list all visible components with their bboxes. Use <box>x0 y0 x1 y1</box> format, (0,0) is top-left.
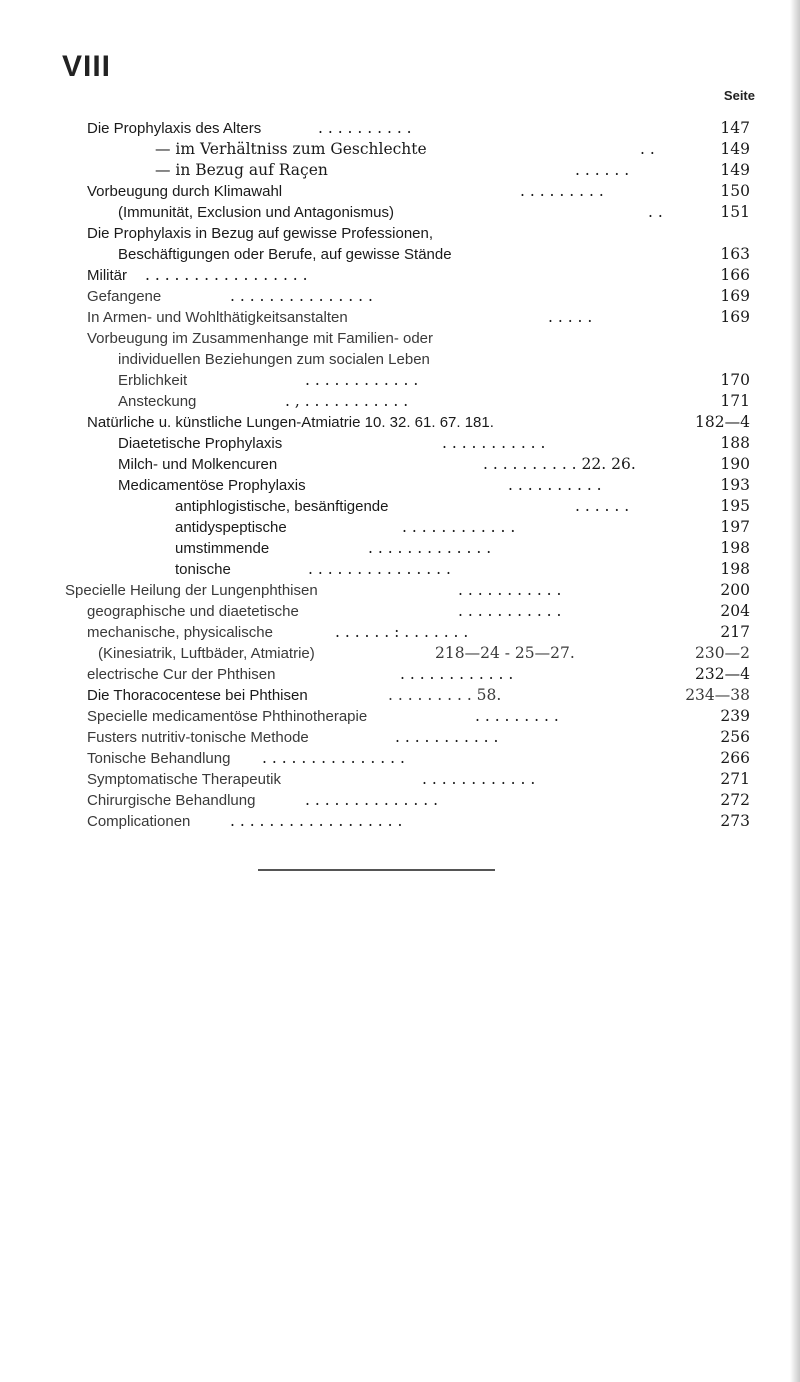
toc-entry-leader: . . <box>648 203 663 221</box>
toc-entry-page: 272 <box>720 791 750 809</box>
toc-entry-page: 190 <box>720 455 750 473</box>
toc-entry <box>0 391 800 412</box>
toc-entry-title: geographische und diaetetische <box>87 603 299 620</box>
toc-entry <box>0 706 800 727</box>
toc-entry-title: Chirurgische Behandlung <box>87 792 256 809</box>
toc-entry-page: 195 <box>720 497 750 515</box>
toc-entry-leader: . . . . . . . . . . . <box>458 602 562 620</box>
toc-entry-page: 149 <box>720 140 750 158</box>
toc-entry-leader: . . . . . . . . . . . <box>442 434 546 452</box>
toc-entry-leader: . , . . . . . . . . . . . <box>285 392 409 410</box>
toc-entry-title: antiphlogistische, besänftigende <box>175 498 389 515</box>
toc-entry-title: Tonische Behandlung <box>87 750 231 767</box>
toc-entry <box>0 349 800 370</box>
toc-entry-title: Vorbeugung im Zusammenhange mit Familien- oder <box>87 330 434 347</box>
toc-entry-leader: . . . . . . . . . . . . <box>400 665 514 683</box>
toc-entry <box>0 286 800 307</box>
toc-entry-title: mechanische, physicalische <box>87 624 273 641</box>
toc-entry-title: Ansteckung <box>118 393 197 410</box>
toc-entry-page: 198 <box>720 539 750 557</box>
toc-entry-title: Die Prophylaxis in Bezug auf gewisse Professionen, <box>87 225 434 242</box>
toc-entry-leader: . . . . . . . . . . . . . . . . . . <box>230 812 403 830</box>
toc-entry <box>0 790 800 811</box>
toc-entry <box>0 139 800 160</box>
toc-entry <box>0 727 800 748</box>
page-number: VIII <box>62 50 112 83</box>
toc-entry-title: (Kinesiatrik, Luftbäder, Atmiatrie) <box>98 645 315 662</box>
toc-entry <box>0 517 800 538</box>
toc-entry <box>0 454 800 475</box>
toc-entry-title: Diaetetische Prophylaxis <box>118 435 283 452</box>
page-column-header: Seite <box>723 88 755 103</box>
toc-entry-title: Militär <box>87 267 127 284</box>
toc-entry-page: 193 <box>720 476 750 494</box>
toc-entry-page: 273 <box>720 812 750 830</box>
toc-entry-title: Specielle medicamentöse Phthinotherapie <box>87 708 368 725</box>
closing-rule <box>258 869 495 871</box>
toc-entry <box>0 643 800 664</box>
toc-entry <box>0 622 800 643</box>
toc-entry <box>0 307 800 328</box>
toc-entry <box>0 685 800 706</box>
toc-entry-page: 230—2 <box>695 644 750 662</box>
toc-entry-title: individuellen Beziehungen zum socialen Leben <box>118 351 430 368</box>
toc-entry <box>0 181 800 202</box>
page-edge-shadow <box>790 0 800 1382</box>
toc-entry-page: 182—4 <box>695 413 750 431</box>
toc-entry-title: electrische Cur der Phthisen <box>87 666 276 683</box>
toc-entry-leader: . . . . . . . . . <box>520 182 604 200</box>
toc-entry <box>0 748 800 769</box>
toc-entry <box>0 601 800 622</box>
toc-entry-leader: . . . . . . . . . 58. <box>388 686 502 704</box>
toc-entry-title: Fusters nutritiv-tonische Methode <box>87 729 309 746</box>
toc-entry-page: 266 <box>720 749 750 767</box>
toc-entry <box>0 664 800 685</box>
toc-entry-leader: . . . . . . . . . <box>475 707 559 725</box>
toc-entry-page: 200 <box>720 581 750 599</box>
toc-entry-leader: . . . . . . . . . . . . <box>305 371 419 389</box>
toc-entry-title: Die Prophylaxis des Alters <box>87 120 262 137</box>
toc-entry-leader: . . . . . . . . . . . <box>395 728 499 746</box>
toc-entry-page: 188 <box>720 434 750 452</box>
toc-entry <box>0 265 800 286</box>
toc-entry-page: 239 <box>720 707 750 725</box>
toc-entry-page: 232—4 <box>695 665 750 683</box>
toc-entry <box>0 118 800 139</box>
toc-entry <box>0 496 800 517</box>
toc-entry-title: Vorbeugung durch Klimawahl <box>87 183 283 200</box>
toc-entry-title: Beschäftigungen oder Berufe, auf gewisse Stände <box>118 246 452 263</box>
toc-entry-leader: . . . . . . . . . . . . . . . <box>262 749 405 767</box>
toc-entry-title: Die Thoracocentese bei Phthisen <box>87 687 308 704</box>
toc-entry <box>0 223 800 244</box>
toc-entry-page: 234—38 <box>685 686 750 704</box>
toc-entry-leader: . . . . . . . . . . . . . . . . . <box>145 266 308 284</box>
toc-entry-page: 151 <box>720 203 750 221</box>
toc-entry-title: Medicamentöse Prophylaxis <box>118 477 306 494</box>
toc-entry-page: 166 <box>720 266 750 284</box>
toc-entry-leader: . . . . . . <box>575 161 630 179</box>
toc-entry-title: In Armen- und Wohlthätigkeitsanstalten <box>87 309 348 326</box>
toc-entry <box>0 580 800 601</box>
toc-entry-page: 163 <box>720 245 750 263</box>
toc-entry-title: — im Verhältniss zum Geschlechte <box>155 140 427 158</box>
toc-entry-title: Milch- und Molkencuren <box>118 456 278 473</box>
toc-entry-page: 217 <box>720 623 750 641</box>
toc-entry-page: 171 <box>720 392 750 410</box>
toc-entry-page: 271 <box>720 770 750 788</box>
toc-entry <box>0 475 800 496</box>
toc-entry-page: 150 <box>720 182 750 200</box>
toc-entry-title: tonische <box>175 561 231 578</box>
toc-entry-page: 149 <box>720 161 750 179</box>
toc-entry-leader: . . . . . . . . . . . . . . . <box>308 560 451 578</box>
toc-entry <box>0 811 800 832</box>
toc-entry <box>0 160 800 181</box>
toc-entry-leader: . . . . . . . . . . . . <box>402 518 516 536</box>
table-of-contents <box>0 118 800 832</box>
toc-entry <box>0 412 800 433</box>
toc-entry <box>0 244 800 265</box>
toc-entry-page: 204 <box>720 602 750 620</box>
toc-entry-page: 198 <box>720 560 750 578</box>
toc-entry-title: (Immunität, Exclusion und Antagonismus) <box>118 204 394 221</box>
toc-entry-title: Erblichkeit <box>118 372 188 389</box>
toc-entry-page: 256 <box>720 728 750 746</box>
toc-entry-leader: . . . . . . <box>575 497 630 515</box>
toc-entry-leader: 218—24 - 25—27. <box>435 644 575 662</box>
toc-entry <box>0 370 800 391</box>
toc-entry-leader: . . . . . . . . . . <box>318 119 412 137</box>
toc-entry-page: 169 <box>720 287 750 305</box>
toc-entry-leader: . . . . . . . . . . . . <box>422 770 536 788</box>
toc-entry-title: Specielle Heilung der Lungenphthisen <box>65 582 318 599</box>
toc-entry-leader: . . . . . . . . . . . <box>458 581 562 599</box>
toc-entry <box>0 328 800 349</box>
toc-entry-leader: . . . . . . . . . . 22. 26. <box>483 455 636 473</box>
toc-entry-leader: . . . . . . . . . . <box>508 476 602 494</box>
toc-entry-page: 147 <box>720 119 750 137</box>
toc-entry-leader: . . . . . <box>548 308 593 326</box>
toc-entry <box>0 433 800 454</box>
toc-entry-title: Symptomatische Therapeutik <box>87 771 281 788</box>
toc-entry-leader: . . . . . . . . . . . . . . <box>305 791 439 809</box>
toc-entry-leader: . . <box>640 140 655 158</box>
toc-entry <box>0 202 800 223</box>
toc-entry-page: 197 <box>720 518 750 536</box>
toc-entry-leader: . . . . . . : . . . . . . . <box>335 623 469 641</box>
toc-entry-title: Complicationen <box>87 813 191 830</box>
toc-entry-title: — in Bezug auf Raçen <box>155 161 328 179</box>
toc-entry-leader: . . . . . . . . . . . . . <box>368 539 492 557</box>
toc-entry-title: Gefangene <box>87 288 162 305</box>
toc-entry <box>0 769 800 790</box>
toc-entry-title: Natürliche u. künstliche Lungen-Atmiatrie 10. 32. 61. 67. 181. <box>87 414 494 431</box>
toc-entry-leader: . . . . . . . . . . . . . . . <box>230 287 373 305</box>
toc-entry <box>0 559 800 580</box>
toc-entry-title: umstimmende <box>175 540 270 557</box>
toc-entry <box>0 538 800 559</box>
toc-entry-page: 169 <box>720 308 750 326</box>
toc-entry-page: 170 <box>720 371 750 389</box>
toc-entry-title: antidyspeptische <box>175 519 287 536</box>
